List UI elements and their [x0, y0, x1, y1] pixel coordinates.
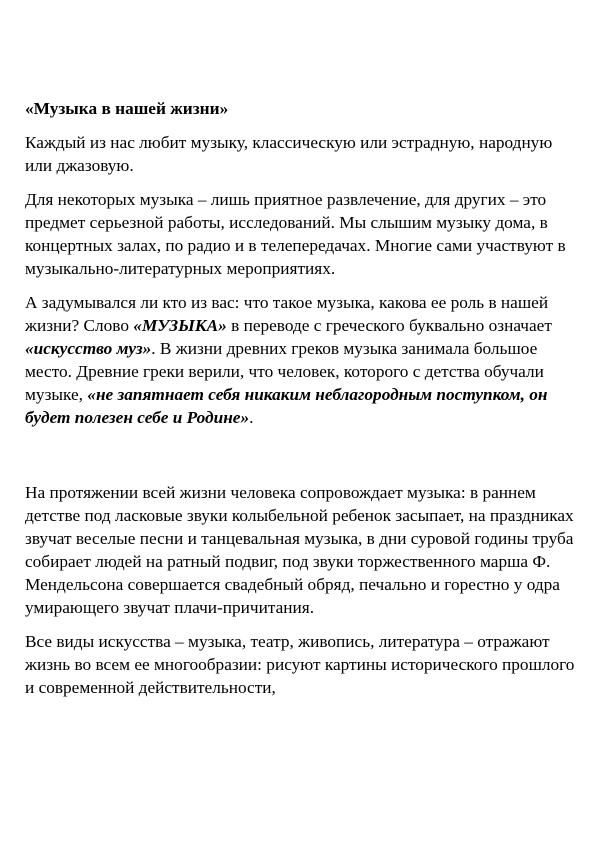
paragraph-2: Для некоторых музыка – лишь приятное развлечение, для других – это предмет серьезной работы, исследований. Мы слышим музыку дома, в концертных залах, по радио и в телепередачах. Многие сами участвуют в музыкально-литературных мероприятиях.	[25, 190, 566, 278]
paragraph-4: На протяжении всей жизни человека сопровождает музыка: в раннем детстве под ласковые звуки колыбельной ребенок засыпает, на праздниках звучат веселые песни и танцевальная музыка, в дни суровой годины труба собирает людей на ратный подвиг, под звуки торжественного марша Ф. Мендельсона совершается свадебный обряд, печально и горестно у одра умирающего звучат плачи-причитания.	[25, 483, 574, 617]
paragraph-gap	[25, 440, 580, 481]
emphasis-iskusstvo-muz: «искусство муз»	[25, 339, 152, 358]
paragraph-3	[25, 291, 580, 429]
document-body	[25, 97, 580, 710]
paragraph-3-text-4: .	[249, 408, 254, 427]
paragraph-3-text-2: в переводе с греческого буквально означает	[226, 316, 552, 335]
paragraph-5: Все виды искусства – музыка, театр, живопись, литература – отражают жизнь во всем ее многообразии: рисуют картины исторического прошлого и современной действительности,	[25, 632, 575, 697]
paragraph-3-text-3: . В жизни древних греков музыка занимала большое место. Древние греки верили, что человек, которого с детства обучали музыке,	[25, 339, 544, 404]
emphasis-quote: «не запятнает себя никаким неблагородным поступком, он будет полезен себе и Родине»	[25, 385, 548, 427]
document-title: «Музыка в нашей жизни»	[25, 99, 229, 118]
emphasis-muzyka: «МУЗЫКА»	[133, 316, 227, 335]
paragraph-3-text-1: А задумывался ли кто из вас: что такое музыка, какова ее роль в нашей жизни? Слово	[25, 293, 549, 335]
paragraph-1: Каждый из нас любит музыку, классическую или эстрадную, народную или джазовую.	[25, 133, 553, 175]
